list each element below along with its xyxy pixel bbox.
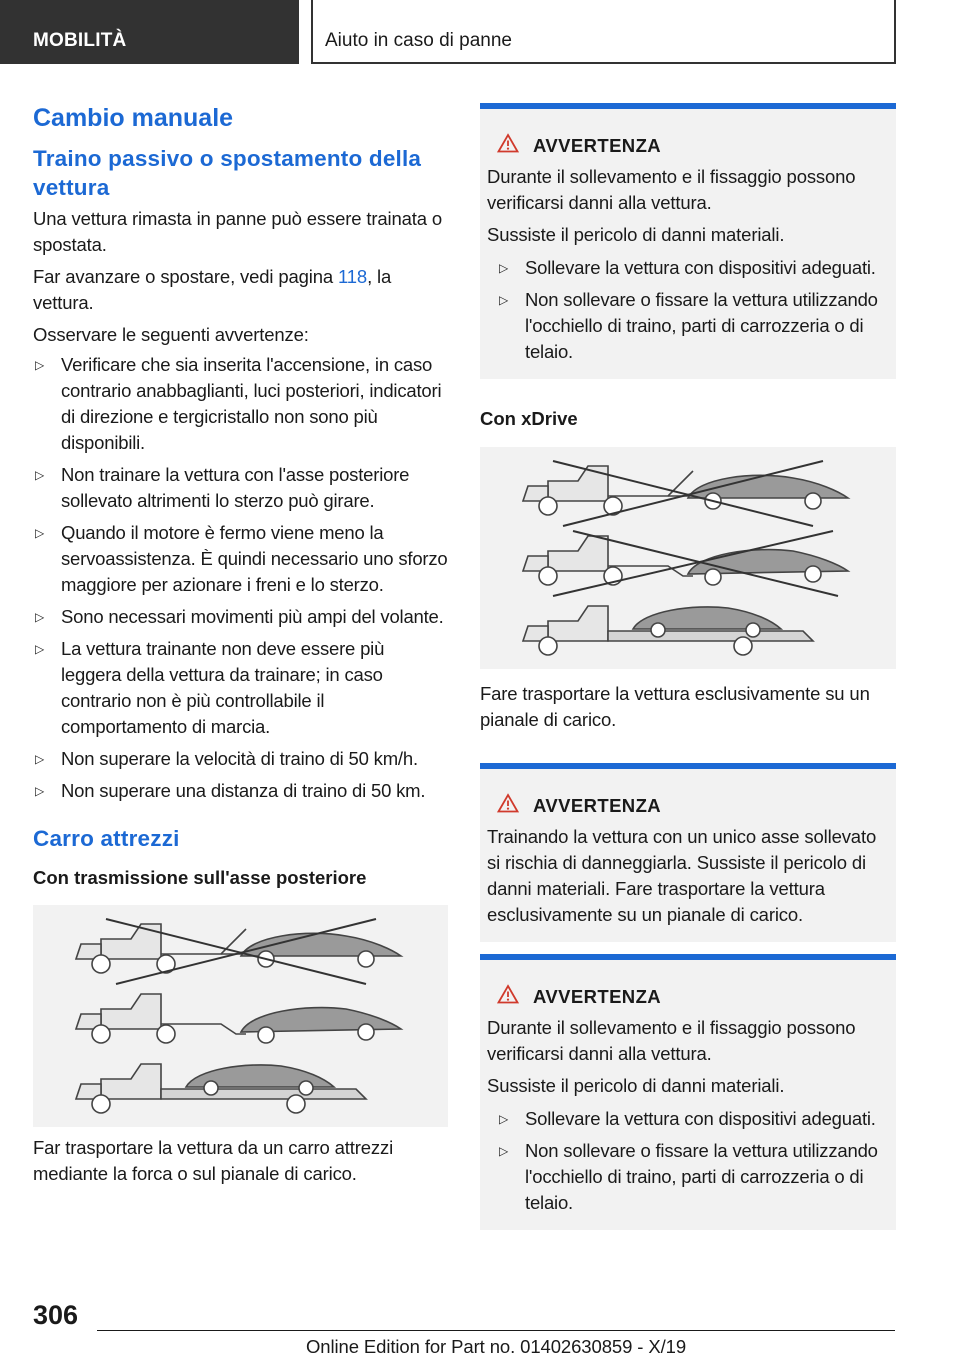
- warning-title: AVVERTENZA: [487, 109, 886, 158]
- warning-text: Sussiste il pericolo di danni materiali.: [487, 224, 785, 245]
- intro-paragraph: Una vettura rimasta in panne può essere trainata o spostata.: [33, 208, 442, 255]
- page-number: 306: [33, 1300, 79, 1330]
- list-item: ▷ Non trainare la vettura con l'asse posteriore sollevato altrimenti lo sterzo può girare.: [35, 464, 410, 511]
- warning-text: Sussiste il pericolo di danni materiali.: [487, 1075, 785, 1096]
- notes-intro: Osservare le seguenti avvertenze:: [33, 324, 309, 345]
- section-tab: [0, 0, 299, 64]
- towing-illustration-xdrive: [480, 447, 896, 669]
- triangle-bullet-icon: ▷: [499, 293, 509, 307]
- triangle-bullet-icon: ▷: [499, 1112, 509, 1126]
- tow-truck-heading: Carro attrezzi: [33, 826, 180, 851]
- rear-drive-heading: Con trasmissione sull'asse posteriore: [33, 867, 367, 888]
- triangle-bullet-icon: ▷: [499, 261, 509, 275]
- towing-illustration-rwd: [33, 905, 448, 1127]
- triangle-bullet-icon: ▷: [35, 526, 45, 540]
- list-item: ▷ Quando il motore è fermo viene meno la servoassistenza. È quindi necessario uno sforzo maggiore per azionare i freni e lo sterzo.: [35, 522, 448, 595]
- list-item: ▷ Sono necessari movimenti più ampi del volante.: [33, 604, 448, 630]
- triangle-bullet-icon: ▷: [35, 358, 45, 372]
- xdrive-heading: Con xDrive: [480, 408, 578, 429]
- warning-box-1: [480, 103, 896, 379]
- list-item: ▷ Verificare che sia inserita l'accensione, in caso contrario anabbaglianti, luci posteriori, indicatori di direzione e tergicristallo non sono più disponibili.: [35, 354, 442, 453]
- warning-title: AVVERTENZA: [487, 769, 886, 818]
- reference-text: Far avanzare o spostare, vedi pagina: [33, 266, 339, 287]
- right-column: [480, 103, 896, 1230]
- left-column: [33, 100, 448, 1187]
- reference-text-end: , la vettura.: [33, 266, 392, 313]
- warning-title: AVVERTENZA: [487, 960, 886, 1009]
- warning-text: Durante il sollevamento e il fissaggio possono verificarsi danni alla vettura.: [487, 1017, 856, 1064]
- triangle-bullet-icon: ▷: [35, 784, 45, 798]
- warning-triangle-icon: [497, 984, 519, 1009]
- subsection-heading: Traino passivo o spostamento della vettura: [33, 146, 422, 200]
- tow-methods-illustration: [46, 914, 436, 1119]
- notes-list: [33, 352, 448, 804]
- reference-paragraph: [33, 264, 448, 316]
- warning-box-2: [480, 763, 896, 942]
- list-item: ▷ Non superare una distanza di traino di 50 km.: [33, 778, 448, 804]
- warning-triangle-icon: [497, 793, 519, 818]
- triangle-bullet-icon: ▷: [35, 642, 45, 656]
- triangle-bullet-icon: ▷: [499, 1144, 509, 1158]
- edition-text: Online Edition for Part no. 01402630859 - X/19: [306, 1336, 687, 1357]
- list-item: ▷ La vettura trainante non deve essere più leggera della vettura da trainare; in caso contrario non è più controllabile il comportamento di marcia.: [35, 638, 385, 737]
- list-item: ▷ Non superare la velocità di traino di 50 km/h.: [33, 746, 448, 772]
- section-title: MOBILITÀ: [33, 30, 127, 51]
- warning-list: [497, 255, 886, 365]
- figure-caption: Fare trasportare la vettura esclusivamente su un pianale di carico.: [480, 683, 870, 730]
- triangle-bullet-icon: ▷: [35, 610, 45, 624]
- warning-box-3: [480, 954, 896, 1230]
- warning-triangle-icon: [497, 133, 519, 158]
- chapter-title: Aiuto in caso di panne: [325, 30, 512, 51]
- list-item: ▷ Sollevare la vettura con dispositivi adeguati.: [497, 255, 886, 281]
- chapter-header: [311, 0, 896, 64]
- triangle-bullet-icon: ▷: [35, 752, 45, 766]
- figure-caption: Far trasportare la vettura da un carro attrezzi mediante la forca o sul pianale di carico.: [33, 1137, 394, 1184]
- section-heading: Cambio manuale: [33, 104, 234, 132]
- tow-methods-illustration: [493, 456, 883, 661]
- list-item: ▷ Non sollevare o fissare la vettura utilizzando l'occhiello di traino, parti di carrozzeria o di telaio.: [499, 289, 878, 362]
- warning-text: Durante il sollevamento e il fissaggio possono verificarsi danni alla vettura.: [487, 166, 856, 213]
- warning-list: [497, 1106, 886, 1216]
- list-item: ▷ Non sollevare o fissare la vettura utilizzando l'occhiello di traino, parti di carrozzeria o di telaio.: [499, 1140, 878, 1213]
- warning-text: Trainando la vettura con un unico asse sollevato si rischia di danneggiarla. Sussiste il pericolo di danni materiali. Fare trasportare la vettura esclusivamente su un pianale di carico.: [487, 826, 877, 925]
- list-item: ▷ Sollevare la vettura con dispositivi adeguati.: [497, 1106, 886, 1132]
- triangle-bullet-icon: ▷: [35, 468, 45, 482]
- footer-divider: [97, 1330, 895, 1331]
- page-link[interactable]: 118: [338, 266, 368, 287]
